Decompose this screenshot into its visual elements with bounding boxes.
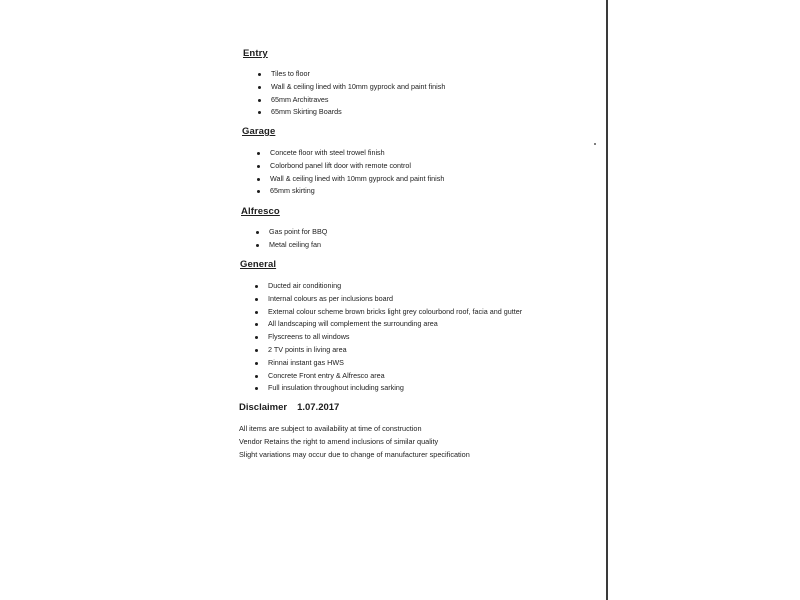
list-item: [242, 160, 444, 173]
list-item: [240, 318, 522, 331]
list-item: [242, 185, 444, 198]
section-heading: General: [240, 259, 277, 270]
section-entry: [243, 48, 445, 119]
list-item: [241, 239, 327, 252]
list-item: [243, 68, 445, 81]
item-text: Ducted air conditioning: [268, 281, 342, 290]
section-garage: [242, 126, 444, 198]
bullet-icon: [255, 387, 258, 390]
bullet-icon: [257, 190, 260, 193]
item-list: [242, 147, 444, 198]
item-text: Tiles to floor: [271, 69, 310, 78]
list-item: [240, 293, 522, 306]
item-text: Metal ceiling fan: [269, 239, 321, 249]
disclaimer-text: [239, 423, 470, 461]
bullet-icon: [255, 336, 258, 339]
item-text: 65mm Skirting Boards: [271, 107, 342, 117]
section-general: [240, 259, 522, 395]
item-list: [240, 280, 522, 395]
item-text: Concrete Front entry & Alfresco area: [268, 370, 385, 380]
list-item: [241, 226, 327, 239]
item-text: Gas point for BBQ: [269, 227, 328, 236]
bullet-icon: [255, 349, 258, 352]
item-text: Concete floor with steel trowel finish: [270, 148, 385, 157]
list-item: [242, 147, 444, 160]
list-item: [240, 331, 522, 344]
bullet-icon: [255, 285, 258, 288]
bullet-icon: [255, 362, 258, 365]
item-text: Rinnai instant gas HWS: [268, 357, 344, 367]
bullet-icon: [258, 99, 261, 102]
item-text: External colour scheme brown bricks light grey colourbond roof, facia and gutter: [268, 306, 523, 316]
list-item: [240, 280, 522, 293]
item-text: Colorbond panel lift door with remote control: [270, 160, 412, 170]
disclaimer-date: 1.07.2017: [297, 402, 340, 413]
item-text: All landscaping will complement the surrounding area: [268, 319, 438, 329]
list-item: [240, 370, 522, 383]
section-heading: Garage: [242, 126, 276, 137]
item-text: Internal colours as per inclusions board: [268, 293, 394, 303]
list-item: [240, 306, 522, 319]
list-item: [243, 94, 445, 107]
section-heading: Entry: [243, 48, 268, 59]
bullet-icon: [257, 178, 260, 181]
item-text: Full insulation throughout including sarking: [268, 383, 404, 393]
item-text: 65mm Architraves: [271, 94, 329, 104]
disclaimer-line: Slight variations may occur due to change of manufacturer specification: [239, 449, 470, 459]
bullet-icon: [257, 165, 260, 168]
bullet-icon: [255, 375, 258, 378]
item-text: 65mm skirting: [270, 186, 315, 196]
bullet-icon: [258, 111, 261, 114]
section-alfresco: [241, 206, 327, 252]
disclaimer-line: All items are subject to availability at time of construction: [239, 424, 422, 433]
bullet-icon: [255, 311, 258, 314]
bullet-icon: [255, 298, 258, 301]
bullet-icon: [258, 86, 261, 89]
disclaimer-line: Vendor Retains the right to amend inclusions of similar quality: [239, 436, 439, 446]
item-text: Wall & ceiling lined with 10mm gyprock and paint finish: [271, 81, 446, 91]
list-item: [243, 106, 445, 119]
item-list: [243, 68, 445, 119]
bullet-icon: [255, 323, 258, 326]
item-text: 2 TV points in living area: [268, 344, 347, 354]
bullet-icon: [256, 244, 259, 247]
section-heading: Alfresco: [241, 206, 280, 217]
disclaimer-heading: [239, 402, 339, 414]
list-item: [240, 357, 522, 370]
disclaimer-title: Disclaimer: [239, 402, 288, 413]
list-item: [243, 81, 445, 94]
bullet-icon: [257, 152, 260, 155]
bullet-icon: [258, 73, 261, 76]
list-item: [242, 173, 444, 186]
list-item: [240, 382, 522, 395]
bullet-icon: [256, 231, 259, 234]
item-text: Wall & ceiling lined with 10mm gyprock and paint finish: [270, 173, 445, 183]
item-list: [241, 226, 327, 252]
list-item: [240, 344, 522, 357]
item-text: Flyscreens to all windows: [268, 332, 350, 342]
page-edge-line: [606, 0, 608, 600]
scan-speck: [594, 143, 596, 145]
